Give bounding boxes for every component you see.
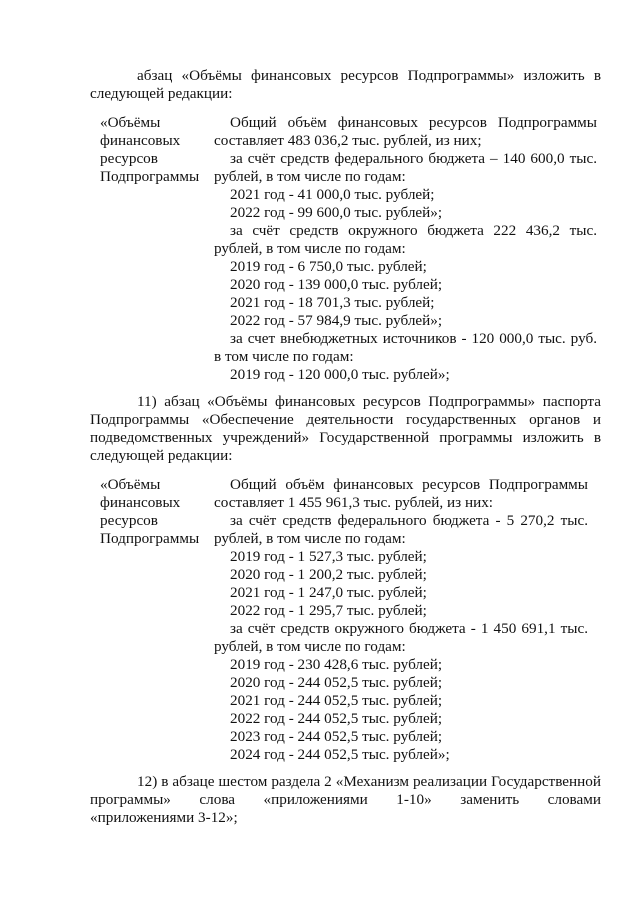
table1-line-4: 2021 год - 41 000,0 тыс. рублей; bbox=[230, 186, 435, 203]
table2-line-4: 2019 год - 1 527,3 тыс. рублей; bbox=[230, 548, 427, 565]
table1-label-1: «Объёмы bbox=[100, 114, 161, 131]
table2-line-13: 2022 год - 244 052,5 тыс. рублей; bbox=[230, 710, 443, 727]
table2-line-8: за счёт средств окружного бюджета - 1 450 691,1 тыс. bbox=[230, 620, 588, 637]
table1-line-6: за счёт средств окружного бюджета 222 436,2 тыс. bbox=[230, 222, 597, 239]
table1-line-13: в том числе по годам: bbox=[214, 348, 354, 365]
table2-line-9: рублей, в том числе по годам: bbox=[214, 638, 406, 655]
table2-label-2: финансовых bbox=[100, 494, 181, 511]
table2-line-10: 2019 год - 230 428,6 тыс. рублей; bbox=[230, 656, 443, 673]
table1-line-12: за счет внебюджетных источников - 120 000,0 тыс. руб. bbox=[230, 330, 597, 347]
para11-line-2: Подпрограммы «Обеспечение деятельности государственных органов и bbox=[90, 411, 601, 428]
table1-line-0: Общий объём финансовых ресурсов Подпрограммы bbox=[230, 114, 597, 131]
table1-line-1: составляет 483 036,2 тыс. рублей, из них; bbox=[214, 132, 482, 149]
table1-line-7: рублей, в том числе по годам: bbox=[214, 240, 406, 257]
intro-line-2: следующей редакции: bbox=[90, 85, 233, 102]
intro-line-1: абзац «Объёмы финансовых ресурсов Подпрограммы» изложить в bbox=[137, 67, 601, 84]
table2-line-6: 2021 год - 1 247,0 тыс. рублей; bbox=[230, 584, 427, 601]
table2-line-2: за счёт средств федерального бюджета - 5 270,2 тыс. bbox=[230, 512, 588, 529]
table2-label-3: ресурсов bbox=[100, 512, 158, 529]
table2-line-11: 2020 год - 244 052,5 тыс. рублей; bbox=[230, 674, 443, 691]
para11-line-3: подведомственных учреждений» Государственной программы изложить в bbox=[90, 429, 601, 446]
table1-line-5: 2022 год - 99 600,0 тыс. рублей»; bbox=[230, 204, 443, 221]
table1-label-4: Подпрограммы bbox=[100, 168, 200, 185]
para12-line-1: 12) в абзаце шестом раздела 2 «Механизм реализации Государственной bbox=[137, 773, 601, 790]
table2-line-14: 2023 год - 244 052,5 тыс. рублей; bbox=[230, 728, 443, 745]
table1-line-9: 2020 год - 139 000,0 тыс. рублей; bbox=[230, 276, 443, 293]
table1-line-11: 2022 год - 57 984,9 тыс. рублей»; bbox=[230, 312, 443, 329]
table2-line-1: составляет 1 455 961,3 тыс. рублей, из них: bbox=[214, 494, 494, 511]
para11-line-1: 11) абзац «Объёмы финансовых ресурсов Подпрограммы» паспорта bbox=[137, 393, 601, 410]
para12-line-3: «приложениями 3-12»; bbox=[90, 809, 238, 826]
table2-line-7: 2022 год - 1 295,7 тыс. рублей; bbox=[230, 602, 427, 619]
table1-line-2: за счёт средств федерального бюджета – 140 600,0 тыс. bbox=[230, 150, 597, 167]
table1-line-3: рублей, в том числе по годам: bbox=[214, 168, 406, 185]
para11-line-4: следующей редакции: bbox=[90, 447, 233, 464]
table2-line-3: рублей, в том числе по годам: bbox=[214, 530, 406, 547]
table1-label-2: финансовых bbox=[100, 132, 181, 149]
table1-label-3: ресурсов bbox=[100, 150, 158, 167]
table2-label-1: «Объёмы bbox=[100, 476, 161, 493]
table2-line-5: 2020 год - 1 200,2 тыс. рублей; bbox=[230, 566, 427, 583]
table1-line-14: 2019 год - 120 000,0 тыс. рублей»; bbox=[230, 366, 450, 383]
table1-line-10: 2021 год - 18 701,3 тыс. рублей; bbox=[230, 294, 435, 311]
table2-line-0: Общий объём финансовых ресурсов Подпрограммы bbox=[230, 476, 588, 493]
table2-line-15: 2024 год - 244 052,5 тыс. рублей»; bbox=[230, 746, 450, 763]
table1-line-8: 2019 год - 6 750,0 тыс. рублей; bbox=[230, 258, 427, 275]
table2-line-12: 2021 год - 244 052,5 тыс. рублей; bbox=[230, 692, 443, 709]
table2-label-4: Подпрограммы bbox=[100, 530, 200, 547]
para12-line-2: программы» слова «приложениями 1-10» заменить словами bbox=[90, 791, 601, 808]
